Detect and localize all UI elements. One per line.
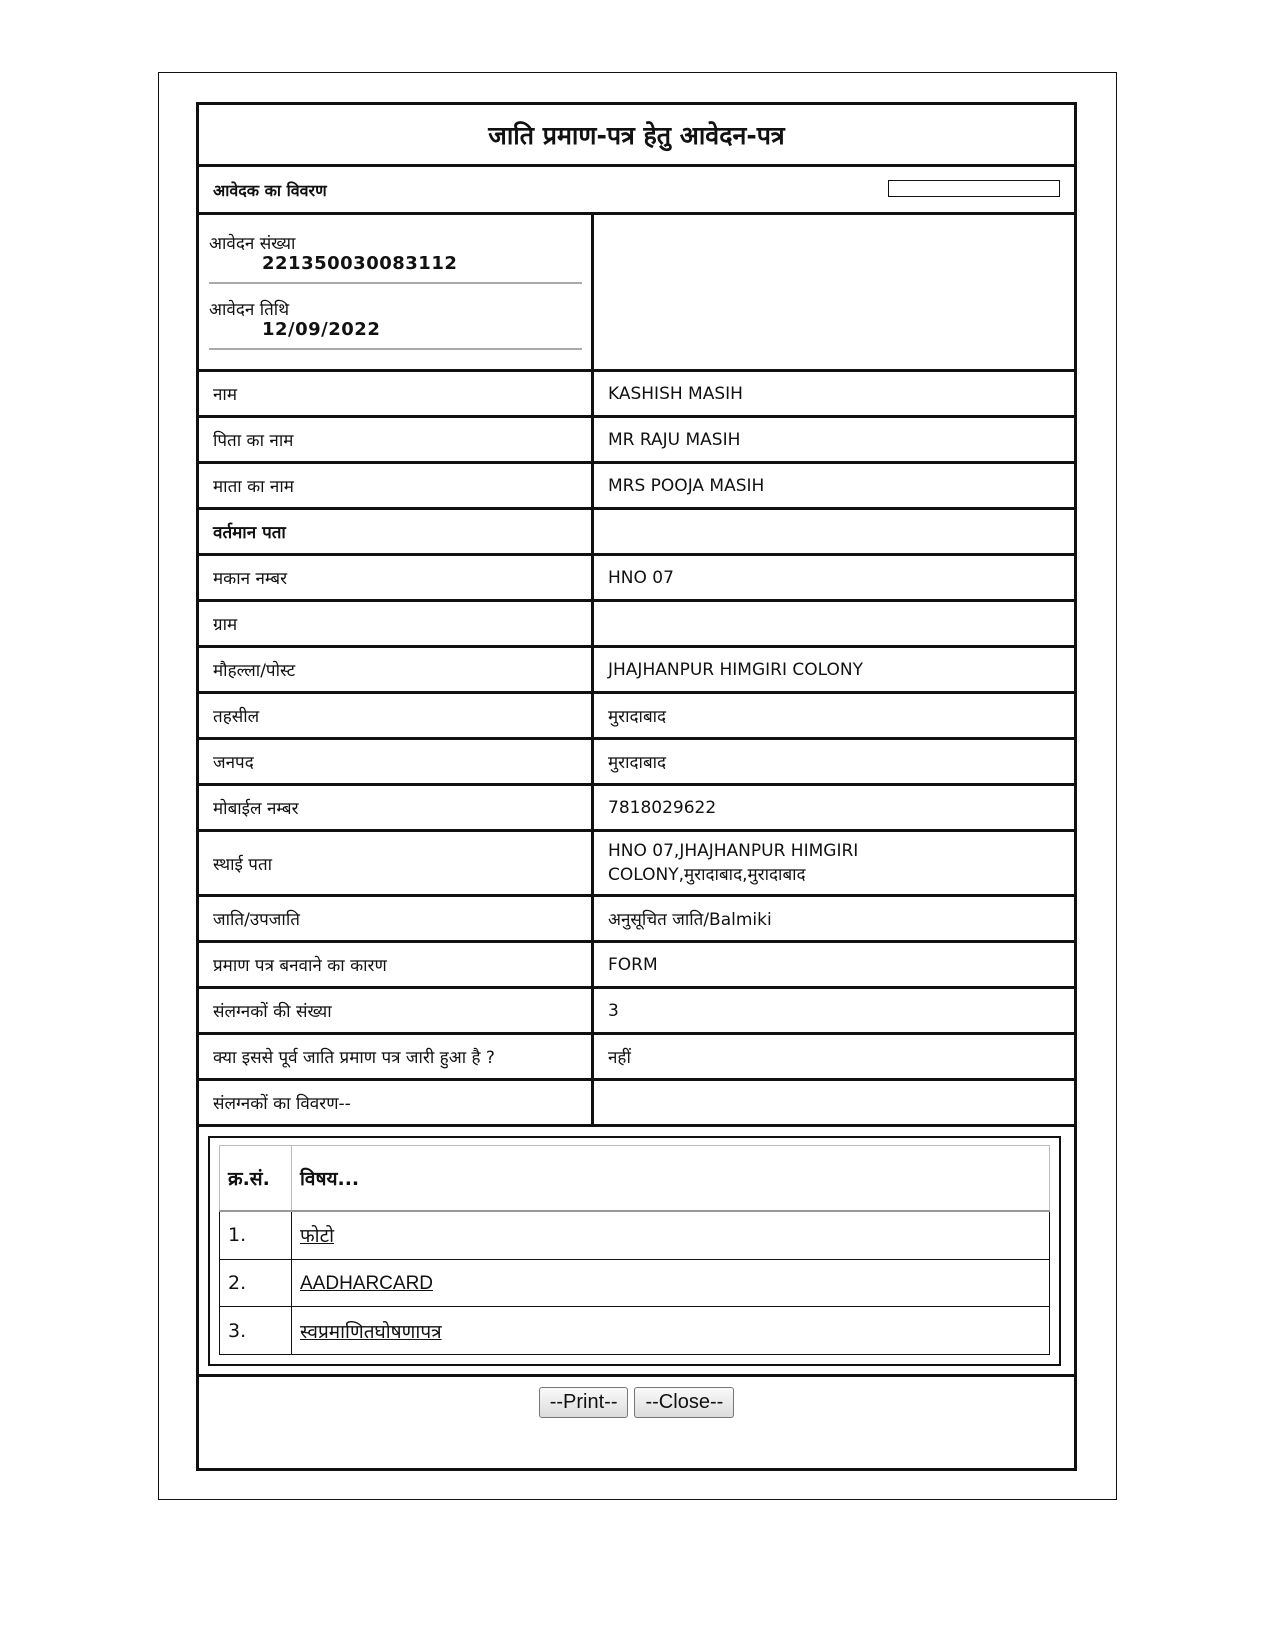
field-value: अनुसूचित जाति/Balmiki <box>608 910 772 930</box>
field-value: KASHISH MASIH <box>608 383 743 404</box>
field-label: संलग्नकों की संख्या <box>199 989 594 1032</box>
serial-cell: 2. <box>220 1259 292 1307</box>
field-row-caste <box>199 897 1074 943</box>
close-button[interactable]: --Close-- <box>634 1387 734 1418</box>
table-header-row <box>220 1146 1050 1212</box>
caste-certificate-form <box>196 102 1077 1471</box>
blank-box <box>888 180 1060 197</box>
field-row-permanent-address <box>199 832 1074 897</box>
field-label: जाति/उपजाति <box>199 897 594 940</box>
attachments-section <box>199 1127 1074 1377</box>
attachments-table <box>219 1145 1050 1355</box>
field-value: 3 <box>608 1000 619 1021</box>
subject-cell <box>292 1307 1050 1355</box>
serial-cell: 1. <box>220 1211 292 1259</box>
field-value <box>594 602 1074 645</box>
field-label: तहसील <box>199 694 594 737</box>
field-row-previous-certificate <box>199 1035 1074 1081</box>
column-header-serial: क्र.सं. <box>220 1146 292 1212</box>
application-number: 221350030083112 <box>262 253 458 274</box>
field-row-current-address <box>199 510 1074 556</box>
applicant-details-heading: आवेदक का विवरण <box>199 167 1074 215</box>
field-value: 7818029622 <box>608 797 717 818</box>
field-row-attachment-count <box>199 989 1074 1035</box>
application-date: 12/09/2022 <box>262 319 381 340</box>
field-value: नहीं <box>608 1048 631 1068</box>
field-row-locality <box>199 648 1074 694</box>
subject-cell <box>292 1211 1050 1259</box>
field-label: संलग्नकों का विवरण-- <box>199 1081 594 1124</box>
field-row-mobile <box>199 786 1074 832</box>
application-info-left <box>199 215 594 369</box>
table-row <box>220 1259 1050 1307</box>
field-label: माता का नाम <box>199 464 594 507</box>
field-label: ग्राम <box>199 602 594 645</box>
field-value: HNO 07,JHAJHANPUR HIMGIRI COLONY,मुरादाबाद,मुरादाबाद <box>608 841 859 885</box>
field-value: MR RAJU MASIH <box>608 429 741 450</box>
field-row-house-number <box>199 556 1074 602</box>
serial-cell: 3. <box>220 1307 292 1355</box>
field-value: HNO 07 <box>608 567 674 588</box>
field-label: जनपद <box>199 740 594 783</box>
field-label: प्रमाण पत्र बनवाने का कारण <box>199 943 594 986</box>
column-header-subject: विषय... <box>292 1146 1050 1212</box>
field-label: वर्तमान पता <box>199 510 594 553</box>
field-row-attachment-details <box>199 1081 1074 1127</box>
field-value: मुरादाबाद <box>608 753 667 773</box>
button-bar <box>199 1377 1074 1427</box>
field-row-tehsil <box>199 694 1074 740</box>
attachment-link-self-declaration[interactable]: स्वप्रमाणितघोषणापत्र <box>300 1321 442 1343</box>
field-row-father-name <box>199 418 1074 464</box>
attachments-frame <box>208 1136 1061 1366</box>
application-number-label: आवेदन संख्या <box>209 234 296 254</box>
attachment-link-aadhar[interactable]: AADHARCARD <box>300 1272 434 1294</box>
field-value: JHAJHANPUR HIMGIRI COLONY <box>608 659 863 680</box>
field-row-name <box>199 372 1074 418</box>
field-label: क्या इससे पूर्व जाति प्रमाण पत्र जारी हुआ है ? <box>199 1035 594 1078</box>
field-label: मकान नम्बर <box>199 556 594 599</box>
field-value <box>594 1081 1074 1124</box>
field-row-district <box>199 740 1074 786</box>
table-row <box>220 1307 1050 1355</box>
divider <box>209 282 582 284</box>
attachment-link-photo[interactable]: फोटो <box>300 1226 335 1248</box>
field-row-village <box>199 602 1074 648</box>
field-label: नाम <box>199 372 594 415</box>
field-value: मुरादाबाद <box>608 707 667 727</box>
field-label: स्थाई पता <box>199 832 594 894</box>
table-row <box>220 1211 1050 1259</box>
field-label: मौहल्ला/पोस्ट <box>199 648 594 691</box>
field-row-reason <box>199 943 1074 989</box>
application-date-label: आवेदन तिथि <box>209 300 290 320</box>
print-button[interactable]: --Print-- <box>539 1387 629 1418</box>
field-label: मोबाईल नम्बर <box>199 786 594 829</box>
application-info-block <box>199 215 1074 372</box>
subject-cell <box>292 1259 1050 1307</box>
field-label: पिता का नाम <box>199 418 594 461</box>
field-value: FORM <box>608 954 658 975</box>
divider <box>209 348 582 350</box>
field-row-mother-name <box>199 464 1074 510</box>
field-value <box>594 510 1074 553</box>
field-value: MRS POOJA MASIH <box>608 475 765 496</box>
form-title: जाति प्रमाण-पत्र हेतु आवेदन-पत्र <box>199 105 1074 167</box>
